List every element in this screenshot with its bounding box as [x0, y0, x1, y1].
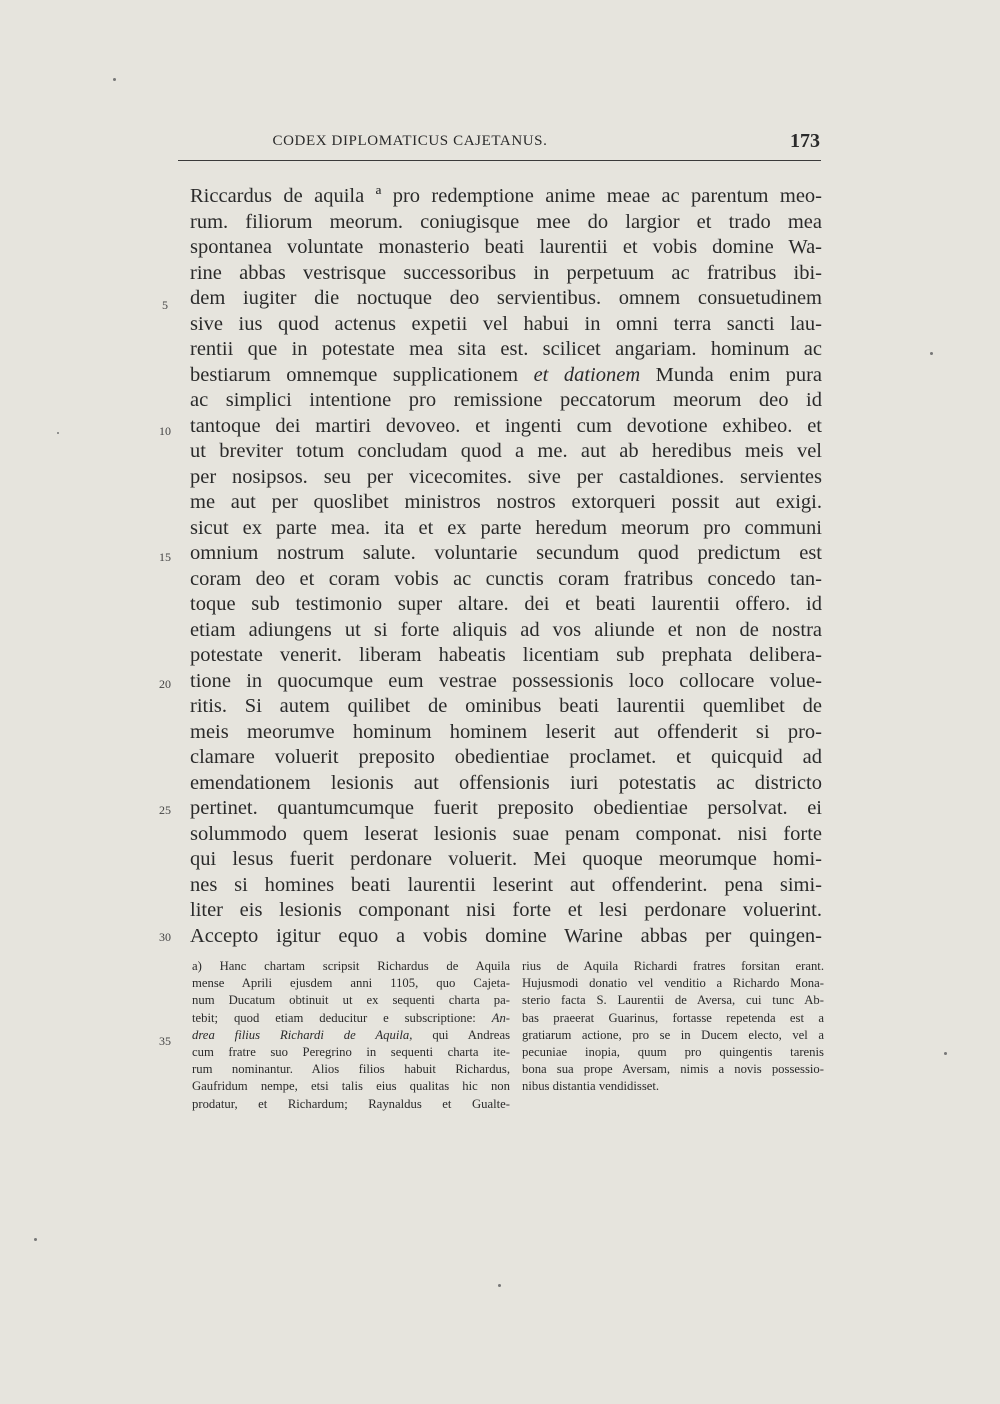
footnote-line: nibus distantia vendidisset. [522, 1079, 660, 1094]
text-line-20: tione in quocumque eum vestrae possessionis loco collocare volue- [190, 669, 822, 692]
text-line-8 [190, 363, 822, 389]
text-line-5: dem iugiter die noctuque deo servientibus. omnem consuetudinem [190, 287, 822, 309]
text-line-8-start: bestiarum omnemque supplicationem [190, 363, 519, 386]
line-number-20: 20 [159, 677, 171, 691]
text-line-21: ritis. Si autem quilibet de ominibus beati laurentii quemlibet de [190, 695, 822, 717]
footnote-line: mense Aprili ejusdem anni 1105, quo Cajeta- [192, 976, 510, 991]
text-line-14: sicut ex parte mea. ita et ex parte heredum meorum pro communi [190, 516, 822, 539]
footnote-line: rum nominantur. Alios filios habuit Richardus, [192, 1062, 510, 1077]
text-line-23: clamare voluerit preposito obedientiae proclamet. et quicquid ad [190, 746, 822, 768]
line-number-15: 15 [159, 550, 171, 564]
running-title: CODEX DIPLOMATICUS CAJETANUS. [272, 133, 548, 149]
text-line-24: emendationem lesionis aut offensionis iuri potestatis ac districto [190, 771, 822, 794]
text-line-12: per nosipsos. seu per vicecomites. sive per castaldiones. servientes [190, 465, 822, 488]
text-line-19: potestate venerit. liberam habeatis licentiam sub prephata delibera- [190, 644, 822, 666]
paper-speck [57, 432, 59, 434]
footnote-line: prodatur, et Richardum; Raynaldus et Gualte- [192, 1096, 510, 1111]
footnote-line [192, 1010, 510, 1027]
text-line-4: rine abbas vestrisque successoribus in perpetuum ac fratribus ibi- [190, 261, 822, 284]
text-line-2: rum. filiorum meorum. coniugisque mee do largior et trado mea [190, 210, 822, 233]
footnote-line: a) Hanc chartam scripsit Richardus de Aquila [192, 959, 510, 973]
footnote-line: bas praeerat Guarinus, fortasse repetenda est a [522, 1010, 824, 1025]
footnote-line: Hujusmodi donatio vel venditio a Richardo Mona- [522, 976, 824, 991]
footnote-right-column [522, 958, 824, 1096]
line-number-10: 10 [159, 424, 171, 438]
footnote-line: rius de Aquila Richardi fratres forsitan erant. [522, 959, 824, 973]
text-line-15: omnium nostrum salute. voluntarie secundum quod predictum est [190, 542, 822, 564]
text-line-13: me aut per quoslibet ministros nostros extorqueri possit aut exigi. [190, 491, 822, 513]
text-line-9: ac simplici intentione pro remissione peccatorum meorum deo id [190, 389, 822, 411]
line-number-25: 25 [159, 803, 171, 817]
footnote-line: gratiarum actione, pro se in Ducem electo, vel a [522, 1027, 824, 1042]
footnote-left-column [192, 958, 510, 1113]
text-line-6: sive ius quod actenus expetii vel habui in omni terra sancti lau- [190, 312, 822, 335]
text-line-27: qui lesus fuerit perdonare voluerit. Mei quoque meorumque homi- [190, 848, 822, 870]
text-line-18: etiam adiungens ut si forte aliquis ad vos aliunde et non de nostra [190, 618, 822, 641]
header-rule [178, 160, 821, 161]
footnote-line: bona sua prope Aversam, nimis a novis possessio- [522, 1062, 824, 1077]
footnote-line [192, 1027, 510, 1044]
footnote-line-5-end: qui Andreas [432, 1027, 511, 1042]
line-number-5: 5 [162, 298, 168, 312]
paper-speck [34, 1238, 37, 1241]
line-number-35: 35 [159, 1034, 171, 1048]
text-line-29: liter eis lesionis componant nisi forte et lesi perdonare voluerint. [190, 899, 822, 921]
text-line-16: coram deo et coram vobis ac cunctis coram fratribus concedo tan- [190, 567, 822, 590]
text-line-10: tantoque dei martiri devoveo. et ingenti cum devotione exhibeo. et [190, 414, 822, 437]
paper-speck [498, 1284, 501, 1287]
text-line-28: nes si homines beati laurentii leserint aut offenderint. pena simi- [190, 873, 822, 896]
footnote-line: sterio facta S. Laurentii de Aversa, cui tunc Ab- [522, 993, 824, 1008]
text-line-17: toque sub testimonio super altare. dei et beati laurentii offero. id [190, 593, 822, 615]
text-line-11: ut breviter totum concludam quod a me. aut ab heredibus meis vel [190, 440, 822, 462]
footnote-line: Gaufridum nempe, etsi talis eius qualitas hic non [192, 1079, 510, 1094]
text-line-7: rentii que in potestate mea sita est. scilicet angariam. hominum ac [190, 338, 822, 360]
text-line-1: Riccardus de aquila ª pro redemptione anime meae ac parentum meo- [190, 185, 822, 207]
footnote-line: pecuniae inopia, quum pro quingentis tarenis [522, 1044, 824, 1059]
text-line-22: meis meorumve hominum hominem leserit aut offenderit si pro- [190, 720, 822, 743]
text-line-3: spontanea voluntate monasterio beati laurentii et vobis domine Wa- [190, 236, 822, 258]
footnote-italic-name: drea filius Richardi de Aquila, [192, 1027, 413, 1042]
footnote-italic-an: An- [491, 1010, 511, 1025]
text-line-8-end: Munda enim pura [655, 363, 823, 386]
footnote-line: cum fratre suo Peregrino in sequenti charta ite- [192, 1044, 510, 1059]
main-text [190, 184, 822, 949]
page-number: 173 [790, 130, 820, 152]
paper-speck [944, 1052, 947, 1055]
footnote-line-4-start: tebit; quod etiam deducitur e subscriptione: [192, 1010, 476, 1025]
text-line-26: solummodo quem leserat lesionis suae penam componat. nisi forte [190, 822, 822, 845]
line-number-30: 30 [159, 930, 171, 944]
paper-speck [113, 78, 116, 81]
paper-speck [930, 352, 933, 355]
footnote-line: num Ducatum obtinuit ut ex sequenti charta pa- [192, 993, 510, 1008]
text-line-8-italic: et dationem [533, 363, 641, 386]
text-line-30: Accepto igitur equo a vobis domine Warine abbas per quingen- [190, 924, 822, 947]
text-line-25: pertinet. quantumcumque fuerit preposito obedientiae persolvat. ei [190, 797, 822, 819]
